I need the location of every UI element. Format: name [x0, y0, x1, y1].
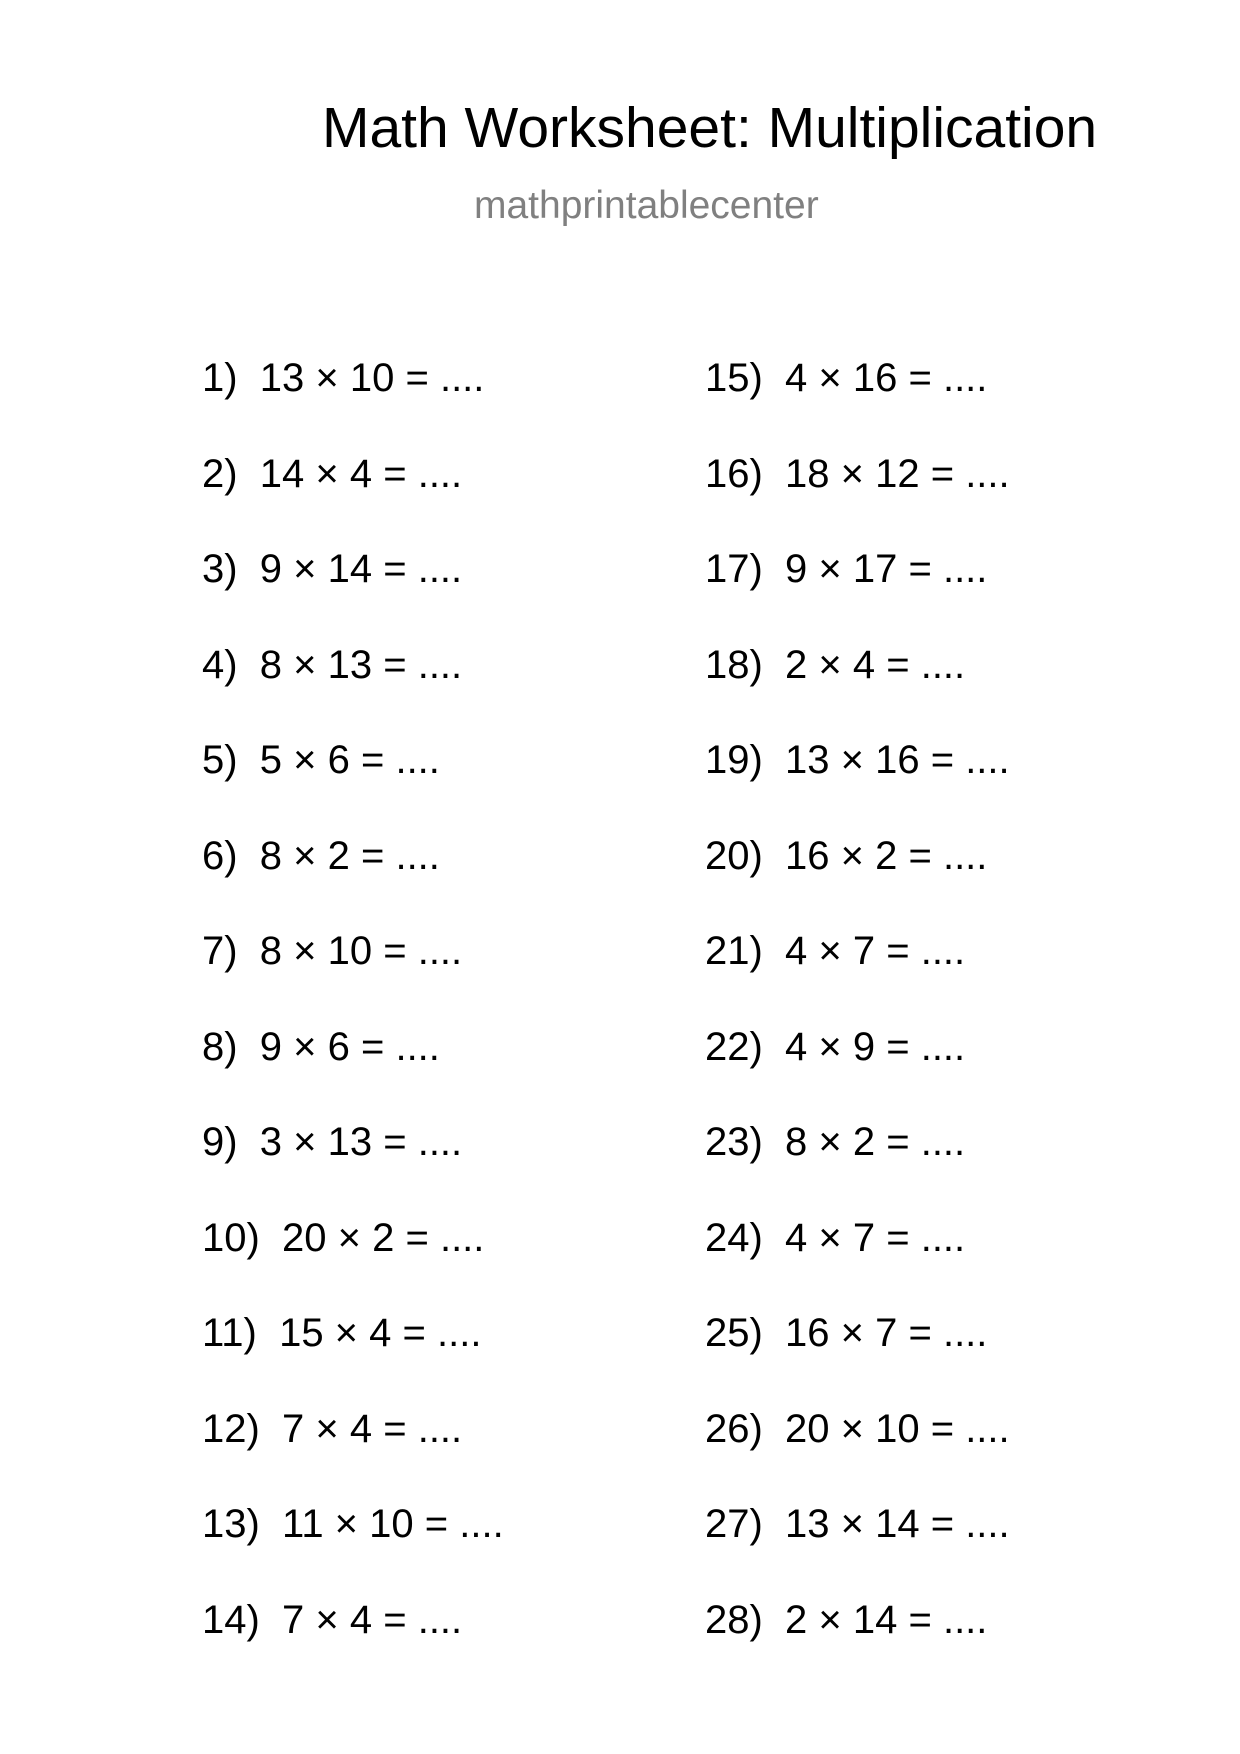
problem-item: 23) 8 × 2 = ....: [705, 1120, 966, 1164]
worksheet-title: Math Worksheet: Multiplication: [322, 96, 1098, 160]
problem-item: 16) 18 × 12 = ....: [705, 451, 1010, 496]
problem-item: 5) 5 × 6 = ....: [202, 738, 440, 782]
problem-item: 13) 11 × 10 = ....: [202, 1502, 504, 1546]
worksheet-subtitle: mathprintablecenter: [474, 184, 819, 227]
problem-item: 24) 4 × 7 = ....: [705, 1215, 966, 1260]
problem-item: 28) 2 × 14 = ....: [705, 1597, 988, 1642]
problem-item: 14) 7 × 4 = ....: [202, 1597, 463, 1642]
problem-item: 11) 15 × 4 = ....: [202, 1311, 482, 1355]
problem-item: 25) 16 × 7 = ....: [705, 1311, 988, 1355]
problem-item: 10) 20 × 2 = ....: [202, 1215, 485, 1260]
problem-item: 4) 8 × 13 = ....: [202, 642, 463, 687]
problem-item: 20) 16 × 2 = ....: [705, 833, 988, 878]
problem-item: 27) 13 × 14 = ....: [705, 1502, 1010, 1546]
problem-item: 1) 13 × 10 = ....: [202, 356, 485, 400]
problem-item: 18) 2 × 4 = ....: [705, 642, 966, 687]
problem-item: 7) 8 × 10 = ....: [202, 929, 463, 973]
problem-item: 17) 9 × 17 = ....: [705, 547, 988, 591]
problem-item: 19) 13 × 16 = ....: [705, 738, 1010, 782]
problem-item: 6) 8 × 2 = ....: [202, 833, 440, 878]
problem-item: 2) 14 × 4 = ....: [202, 451, 463, 496]
problem-item: 9) 3 × 13 = ....: [202, 1120, 463, 1164]
problem-item: 26) 20 × 10 = ....: [705, 1406, 1010, 1451]
problem-item: 8) 9 × 6 = ....: [202, 1024, 440, 1069]
problem-item: 15) 4 × 16 = ....: [705, 356, 988, 400]
problem-item: 22) 4 × 9 = ....: [705, 1024, 966, 1069]
problem-item: 21) 4 × 7 = ....: [705, 929, 966, 973]
problem-item: 12) 7 × 4 = ....: [202, 1406, 463, 1451]
problems-right-column: [705, 358, 1010, 1695]
problems-left-column: [202, 358, 504, 1695]
problem-item: 3) 9 × 14 = ....: [202, 547, 463, 591]
